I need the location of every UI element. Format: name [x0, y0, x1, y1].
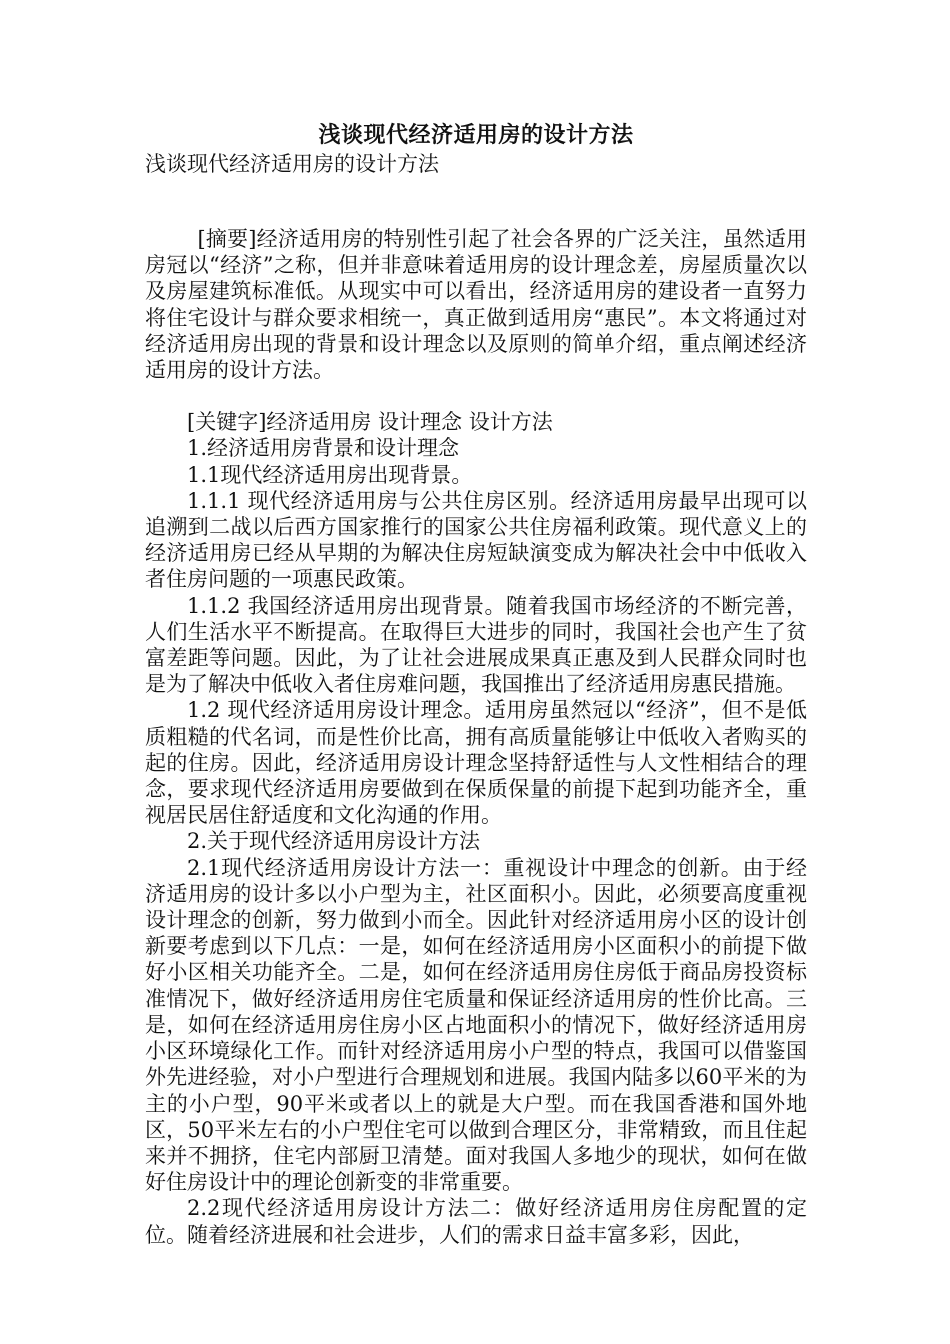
- paragraph-1-1-2: 1.1.2 我国经济适用房出现背景。随着我国市场经济的不断完善，人们生活水平不断提高。在取得巨大进步的同时，我国社会也产生了贫富差距等问题。因此，为了让社会进展成果真正惠及到人民群众同时也是为了解决中低收入者住房难问题，我国推出了经济适用房惠民措施。: [145, 593, 807, 697]
- section-heading-2: 2.关于现代经济适用房设计方法: [187, 829, 481, 854]
- spacer: [145, 383, 807, 409]
- paragraph-1-2: 1.2 现代经济适用房设计理念。适用房虽然冠以“经济”，但不是低质粗糙的代名词，而是性价比高，拥有高质量能够让中低收入者购买的起的住房。因此，经济适用房设计理念坚持舒适性与人文性相结合的理念，要求现代经济适用房要做到在保质保量的前提下起到功能齐全，重视居民居住舒适度和文化沟通的作用。: [145, 698, 807, 828]
- document-title: 浅谈现代经济适用房的设计方法: [318, 122, 634, 148]
- spacer: [145, 178, 807, 226]
- keywords-line: [关键字]经济适用房 设计理念 设计方法: [187, 410, 553, 435]
- section-heading-1: 1.经济适用房背景和设计理念: [187, 436, 460, 461]
- abstract-paragraph: [摘要]经济适用房的特别性引起了社会各界的广泛关注，虽然适用房冠以“经济”之称，但并非意味着适用房的设计理念差，房屋质量次以及房屋建筑标准低。从现实中可以看出，经济适用房的建设者一直努力将住宅设计与群众要求相统一，真正做到适用房“惠民”。本文将通过对经济适用房出现的背景和设计理念以及原则的简单介绍，重点阐述经济适用房的设计方法。: [145, 227, 807, 383]
- document-body: [145, 120, 807, 1248]
- paragraph-2-1: 2.1现代经济适用房设计方法一：重视设计中理念的创新。由于经济适用房的设计多以小户型为主，社区面积小。因此，必须要高度重视设计理念的创新，努力做到小而全。因此针对经济适用房小区的设计创新要考虑到以下几点：一是，如何在经济适用房小区面积小的前提下做好小区相关功能齐全。二是，如何在经济适用房住房低于商品房投资标准情况下，做好经济适用房住宅质量和保证经济适用房的性价比高。三是，如何在经济适用房住房小区占地面积小的情况下，做好经济适用房小区环境绿化工作。而针对经济适用房小户型的特点，我国可以借鉴国外先进经验，对小户型进行合理规划和进展。我国内陆多以60平米的为主的小户型，90平米或者以上的就是大户型。而在我国香港和国外地区，50平米左右的小户型住宅可以做到合理区分，非常精致，而且住起来并不拥挤，住宅内部厨卫清楚。面对我国人多地少的现状，如何在做好住房设计中的理论创新变的非常重要。: [145, 855, 807, 1195]
- paragraph-2-2: 2.2现代经济适用房设计方法二：做好经济适用房住房配置的定位。随着经济进展和社会进步，人们的需求日益丰富多彩，因此，: [145, 1196, 807, 1247]
- document-subtitle: 浅谈现代经济适用房的设计方法: [145, 152, 439, 176]
- section-heading-1-1: 1.1现代经济适用房出现背景。: [187, 462, 473, 487]
- paragraph-1-1-1: 1.1.1 现代经济适用房与公共住房区别。经济适用房最早出现可以追溯到二战以后西方国家推行的国家公共住房福利政策。现代意义上的经济适用房已经从早期的为解决住房短缺演变成为解决社会中中低收入者住房问题的一项惠民政策。: [145, 488, 807, 592]
